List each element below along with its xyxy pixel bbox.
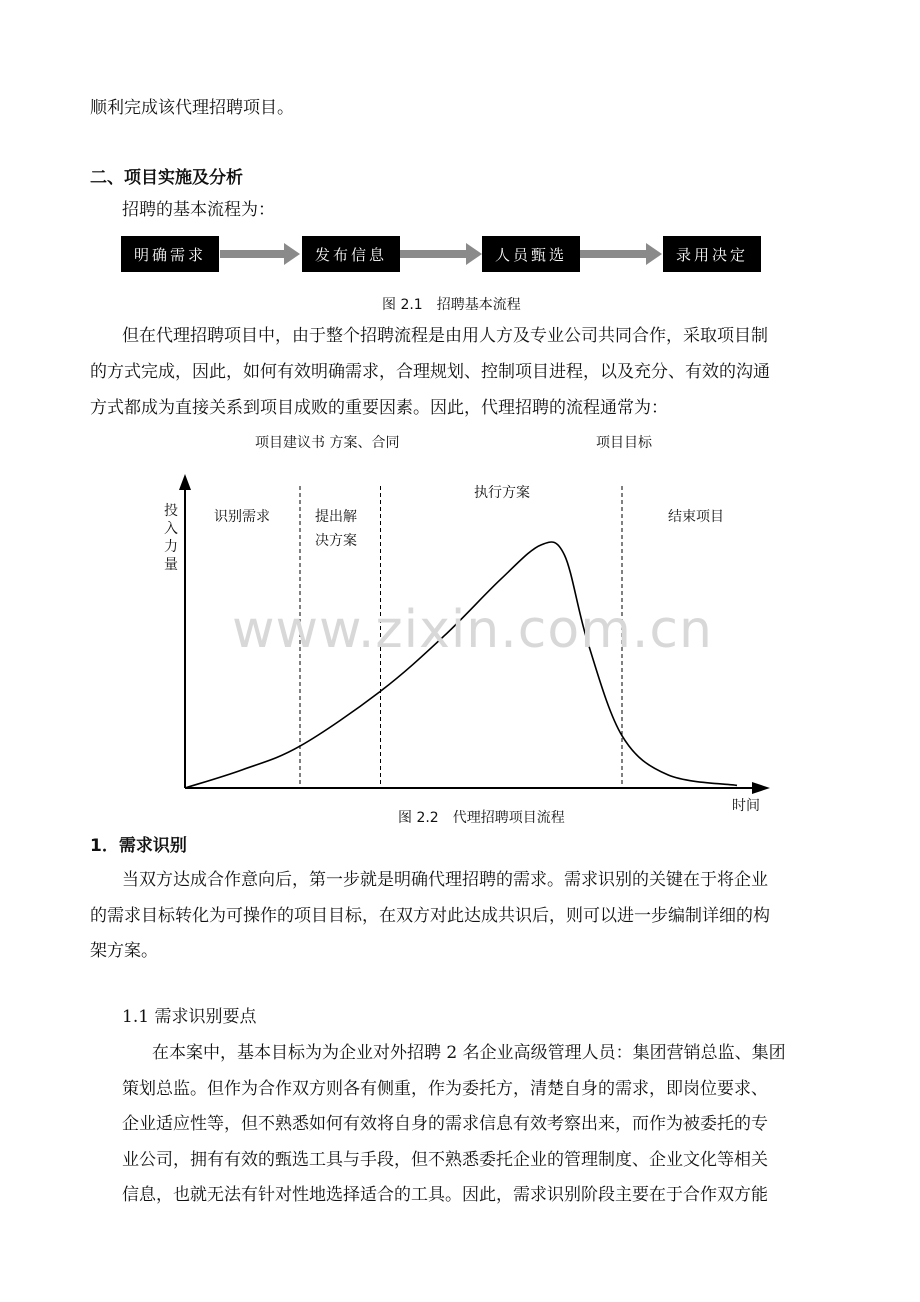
chart-phase-label: 决方案 — [315, 533, 357, 549]
flow-arrow-shaft — [220, 250, 286, 258]
flow-step: 明确需求 — [121, 236, 219, 272]
chart-top-label: 项目建议书 方案、合同 — [255, 435, 400, 451]
flow-arrow-shaft — [400, 250, 468, 258]
paragraph-line: 企业适应性等，但不熟悉如何有效将自身的需求信息有效考察出来，而作为被委托的专 — [122, 1114, 768, 1134]
flow-step: 录用决定 — [663, 236, 761, 272]
chart-top-label: 项目目标 — [596, 435, 652, 451]
paragraph-line: 但在代理招聘项目中，由于整个招聘流程是由用人方及专业公司共同合作，采取项目制 — [122, 326, 768, 346]
paragraph-line: 策划总监。但作为合作双方则各有侧重，作为委托方，清楚自身的需求，即岗位要求、 — [122, 1079, 768, 1099]
paragraph-line: 方式都成为直接关系到项目成败的重要因素。因此，代理招聘的流程通常为： — [90, 398, 668, 418]
section-heading: 二、项目实施及分析 — [90, 168, 243, 188]
paragraph-line: 当双方达成合作意向后，第一步就是明确代理招聘的需求。需求识别的关键在于将企业 — [122, 870, 768, 890]
chart-phase-label: 结束项目 — [668, 509, 724, 525]
intro-line: 顺利完成该代理招聘项目。 — [90, 98, 294, 118]
chart-phase-label: 提出解 — [315, 509, 357, 525]
flow-arrow-head — [284, 243, 300, 265]
flow-arrow-shaft — [580, 250, 648, 258]
figure-caption: 图 2.1 招聘基本流程 — [382, 297, 521, 313]
flow-arrow-head — [466, 243, 482, 265]
paragraph-line: 在本案中，基本目标为为企业对外招聘 2 名企业高级管理人员：集团营销总监、集团 — [152, 1043, 786, 1063]
figure-caption: 图 2.2 代理招聘项目流程 — [398, 810, 565, 826]
paragraph-line: 业公司，拥有有效的甄选工具与手段，但不熟悉委托企业的管理制度、企业文化等相关 — [122, 1150, 768, 1170]
chart-phase-label: 执行方案 — [474, 485, 530, 501]
paragraph-line: 的需求目标转化为可操作的项目目标，在双方对此达成共识后，则可以进一步编制详细的构 — [90, 906, 770, 926]
x-axis-arrow — [752, 782, 770, 794]
flow-step: 发布信息 — [302, 236, 400, 272]
paragraph-line: 架方案。 — [90, 941, 158, 961]
watermark: www.zixin.com.cn — [232, 600, 713, 660]
paragraph-line: 信息，也就无法有针对性地选择适合的工具。因此，需求识别阶段主要在于合作双方能 — [122, 1185, 768, 1205]
section-heading: 1．需求识别 — [90, 836, 187, 856]
chart-x-label: 时间 — [732, 798, 760, 814]
y-axis-arrow — [179, 474, 191, 490]
flow-intro-text: 招聘的基本流程为： — [122, 200, 275, 220]
effort-curve — [185, 542, 737, 788]
chart-y-label: 投入力量 — [164, 503, 178, 573]
subheading: 1.1 需求识别要点 — [122, 1007, 257, 1027]
paragraph-line: 的方式完成，因此，如何有效明确需求，合理规划、控制项目进程，以及充分、有效的沟通 — [90, 362, 770, 382]
flow-arrow-head — [646, 243, 662, 265]
flow-step: 人员甄选 — [482, 236, 580, 272]
chart-phase-label: 识别需求 — [214, 509, 270, 525]
